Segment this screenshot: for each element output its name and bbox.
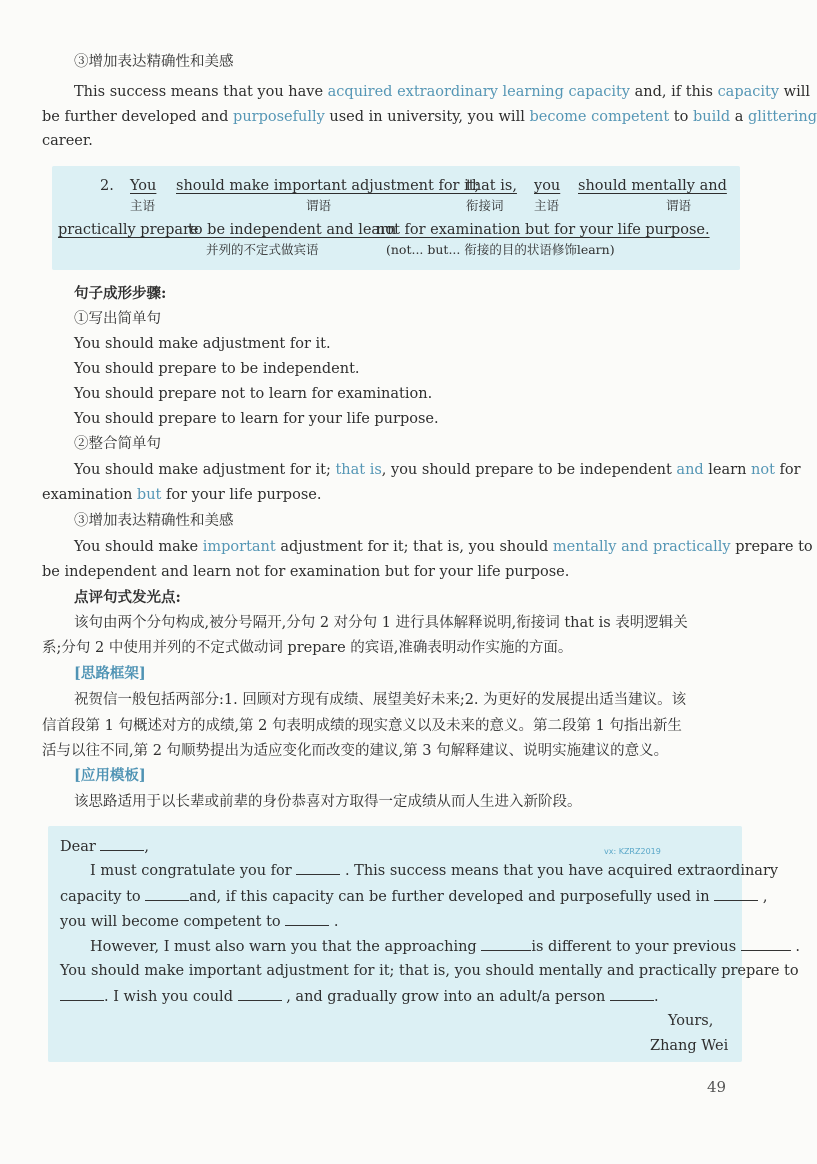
comment-line: 该句由两个分句构成,被分号隔开,分句 2 对分句 1 进行具体解释说明,衔接词 that is 表明逻辑关	[74, 615, 688, 631]
grammar-label: 主语	[130, 198, 156, 213]
letter-line: I must congratulate you for . This success means that you have acquired extraordinary	[90, 860, 778, 881]
letter-line: You should make important adjustment for it; that is, you should mentally and practically prepare to	[60, 963, 799, 979]
grammar-label: 谓语	[306, 198, 332, 213]
connector-word: that is,	[466, 178, 517, 194]
predicate-phrase: should mentally and	[578, 178, 727, 194]
fill-blank[interactable]	[100, 836, 144, 851]
comment-title: 点评句式发光点:	[74, 589, 181, 606]
framework-line: 活与以往不同,第 2 句顺势提出为适应变化而改变的建议,第 3 句解释建议、说明实施建议的意义。	[42, 743, 669, 759]
grammar-label: (not... but... 衔接的目的状语修饰learn)	[386, 242, 615, 257]
simple-sentence: You should prepare to learn for your life purpose.	[74, 411, 439, 427]
framework-line: 信首段第 1 句概述对方的成绩,第 2 句表明成绩的现实意义以及未来的意义。第二段第 1 句指出新生	[42, 718, 682, 734]
comment-line: 系;分句 2 中使用并列的不定式做动词 prepare 的宾语,准确表明动作实施的方面。	[42, 640, 573, 656]
subject-word: you	[534, 178, 561, 194]
letter-signature: Zhang Wei	[650, 1038, 729, 1054]
paragraph-line: This success means that you have acquired extraordinary learning capacity and, if this capacity will	[74, 84, 810, 100]
watermark: vx: KZRZ2019	[604, 847, 661, 856]
merged-sentence-line: You should make adjustment for it; that is, you should prepare to be independent and learn not for	[74, 462, 801, 478]
letter-line: you will become competent to .	[60, 911, 339, 932]
enhanced-sentence-line: You should make important adjustment for it; that is, you should mentally and practically prepare to	[74, 539, 813, 555]
fill-blank[interactable]	[60, 986, 104, 1001]
letter-salutation: Dear ,	[60, 836, 149, 857]
letter-closing: Yours,	[668, 1013, 714, 1029]
fill-blank[interactable]	[145, 886, 189, 901]
adverbial-phrase: not for examination but for your life purpose.	[376, 222, 710, 238]
predicate-phrase: practically prepare	[58, 222, 199, 238]
fill-blank[interactable]	[238, 986, 282, 1001]
predicate-phrase: should make important adjustment for it;	[176, 178, 480, 194]
step-heading: ③增加表达精确性和美感	[74, 513, 234, 529]
sentence-analysis-box	[52, 166, 740, 270]
fill-blank[interactable]	[481, 936, 531, 951]
sentence-number: 2.	[100, 178, 114, 194]
framework-line: 祝贺信一般包括两部分:1. 回顾对方现有成绩、展望美好未来;2. 为更好的发展提出适当建议。该	[74, 692, 687, 708]
section-heading: ③增加表达精确性和美感	[74, 54, 234, 70]
steps-title: 句子成形步骤:	[74, 285, 167, 302]
grammar-label: 衔接词	[466, 198, 504, 213]
template-title: [应用模板]	[74, 767, 146, 784]
template-line: 该思路适用于以长辈或前辈的身份恭喜对方取得一定成绩从而人生进入新阶段。	[74, 794, 582, 810]
step-heading: ①写出简单句	[74, 311, 161, 327]
subject-word: You	[130, 178, 157, 194]
grammar-label: 并列的不定式做宾语	[206, 242, 319, 257]
fill-blank[interactable]	[285, 911, 329, 926]
object-phrase: to be independent and learn	[188, 222, 397, 238]
simple-sentence: You should prepare to be independent.	[74, 361, 360, 377]
grammar-label: 谓语	[666, 198, 692, 213]
fill-blank[interactable]	[714, 886, 758, 901]
letter-line: However, I must also warn you that the approaching is different to your previous .	[90, 936, 800, 957]
step-heading: ②整合简单句	[74, 436, 161, 452]
letter-line: capacity to and, if this capacity can be further developed and purposefully used in ,	[60, 886, 767, 907]
simple-sentence: You should prepare not to learn for examination.	[74, 386, 433, 402]
fill-blank[interactable]	[296, 860, 340, 875]
letter-line: . I wish you could , and gradually grow into an adult/a person .	[60, 986, 659, 1007]
fill-blank[interactable]	[610, 986, 654, 1001]
enhanced-sentence-line: be independent and learn not for examination but for your life purpose.	[42, 564, 570, 580]
grammar-label: 主语	[534, 198, 560, 213]
paragraph-line: be further developed and purposefully used in university, you will become competent to build a glittering	[42, 109, 817, 125]
paragraph-line: career.	[42, 133, 93, 149]
merged-sentence-line: examination but for your life purpose.	[42, 487, 322, 503]
page-number: 49	[707, 1078, 727, 1096]
fill-blank[interactable]	[741, 936, 791, 951]
framework-title: [思路框架]	[74, 665, 146, 682]
simple-sentence: You should make adjustment for it.	[74, 336, 331, 352]
